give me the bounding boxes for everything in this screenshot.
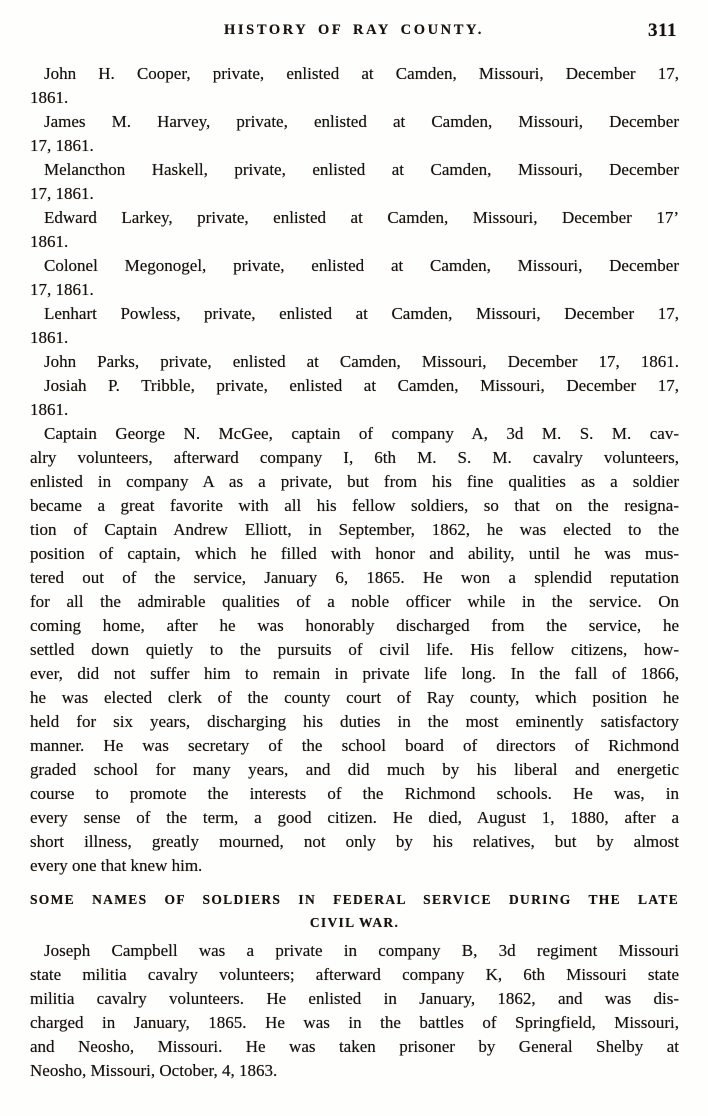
text-line: John H. Cooper, private, enlisted at Camden, Missouri, December 17,	[44, 64, 679, 83]
paragraph	[30, 939, 679, 1083]
paragraph	[30, 350, 679, 374]
text-line: Neosho, Missouri, October, 4, 1863.	[30, 1061, 278, 1080]
text-line: position of captain, which he filled with honor and ability, until he was mus-	[30, 544, 679, 563]
text-line: 17, 1861.	[30, 184, 94, 203]
text-line: every sense of the term, a good citizen. He died, August 1, 1880, after a	[30, 808, 679, 827]
text-line: ever, did not suffer him to remain in private life long. In the fall of 1866,	[30, 664, 679, 683]
text-line: Colonel Megonogel, private, enlisted at Camden, Missouri, December	[44, 256, 679, 275]
text-line: Captain George N. McGee, captain of company A, 3d M. S. M. cav-	[44, 424, 679, 443]
running-header	[0, 0, 708, 42]
text-line: Josiah P. Tribble, private, enlisted at Camden, Missouri, December 17,	[44, 376, 679, 395]
running-header-title: HISTORY OF RAY COUNTY.	[224, 22, 484, 38]
page-number: 311	[648, 20, 677, 41]
text-line: 17, 1861.	[30, 280, 94, 299]
text-line: alry volunteers, afterward company I, 6th M. S. M. cavalry volunteers,	[30, 448, 679, 467]
text-line: Joseph Campbell was a private in company B, 3d regiment Missouri	[44, 941, 679, 960]
text-line: coming home, after he was honorably discharged from the service, he	[30, 616, 679, 635]
text-line: for all the admirable qualities of a noble officer while in the service. On	[30, 592, 679, 611]
text-line: and Neosho, Missouri. He was taken prisoner by General Shelby at	[30, 1037, 679, 1056]
text-line: course to promote the interests of the Richmond schools. He was, in	[30, 784, 679, 803]
text-line: John Parks, private, enlisted at Camden, Missouri, December 17, 1861.	[44, 352, 679, 371]
text-line: 1861.	[30, 232, 69, 251]
text-line: 1861.	[30, 88, 69, 107]
paragraph	[30, 62, 679, 110]
text-line: he was elected clerk of the county court of Ray county, which position he	[30, 688, 679, 707]
text-line: Melancthon Haskell, private, enlisted at Camden, Missouri, December	[44, 160, 679, 179]
text-line: tion of Captain Andrew Elliott, in September, 1862, he was elected to the	[30, 520, 679, 539]
text-line: every one that knew him.	[30, 856, 203, 875]
paragraph	[30, 110, 679, 158]
text-line: 1861.	[30, 400, 69, 419]
paragraph	[30, 374, 679, 422]
text-line: state militia cavalry volunteers; afterward company K, 6th Missouri state	[30, 965, 679, 984]
paragraph	[30, 254, 679, 302]
text-line: short illness, greatly mourned, not only by his relatives, but by almost	[30, 832, 679, 851]
text-line: Lenhart Powless, private, enlisted at Camden, Missouri, December 17,	[44, 304, 679, 323]
text-line: graded school for many years, and did much by his liberal and energetic	[30, 760, 679, 779]
paragraph	[30, 422, 679, 878]
text-line: became a great favorite with all his fellow soldiers, so that on the resigna-	[30, 496, 679, 515]
text-line: 17, 1861.	[30, 136, 94, 155]
text-line: tered out of the service, January 6, 1865. He won a splendid reputation	[30, 568, 679, 587]
text-line: charged in January, 1865. He was in the battles of Springfield, Missouri,	[30, 1013, 679, 1032]
text-line: CIVIL WAR.	[309, 915, 400, 930]
text-line: 1861.	[30, 328, 69, 347]
text-line: settled down quietly to the pursuits of civil life. His fellow citizens, how-	[30, 640, 679, 659]
page-body	[30, 62, 679, 1083]
text-line: James M. Harvey, private, enlisted at Camden, Missouri, December	[44, 112, 679, 131]
text-line: enlisted in company A as a private, but from his fine qualities as a soldier	[30, 472, 679, 491]
paragraph	[30, 302, 679, 350]
text-line: held for six years, discharging his duties in the most eminently satisfactory	[30, 712, 679, 731]
text-line: Edward Larkey, private, enlisted at Camden, Missouri, December 17’	[44, 208, 679, 227]
text-line: manner. He was secretary of the school board of directors of Richmond	[30, 736, 679, 755]
text-line: SOME NAMES OF SOLDIERS IN FEDERAL SERVICE DURING THE LATE	[30, 892, 679, 907]
text-line: militia cavalry volunteers. He enlisted in January, 1862, and was dis-	[30, 989, 679, 1008]
paragraph	[30, 158, 679, 206]
section-heading	[30, 888, 679, 934]
paragraph	[30, 206, 679, 254]
